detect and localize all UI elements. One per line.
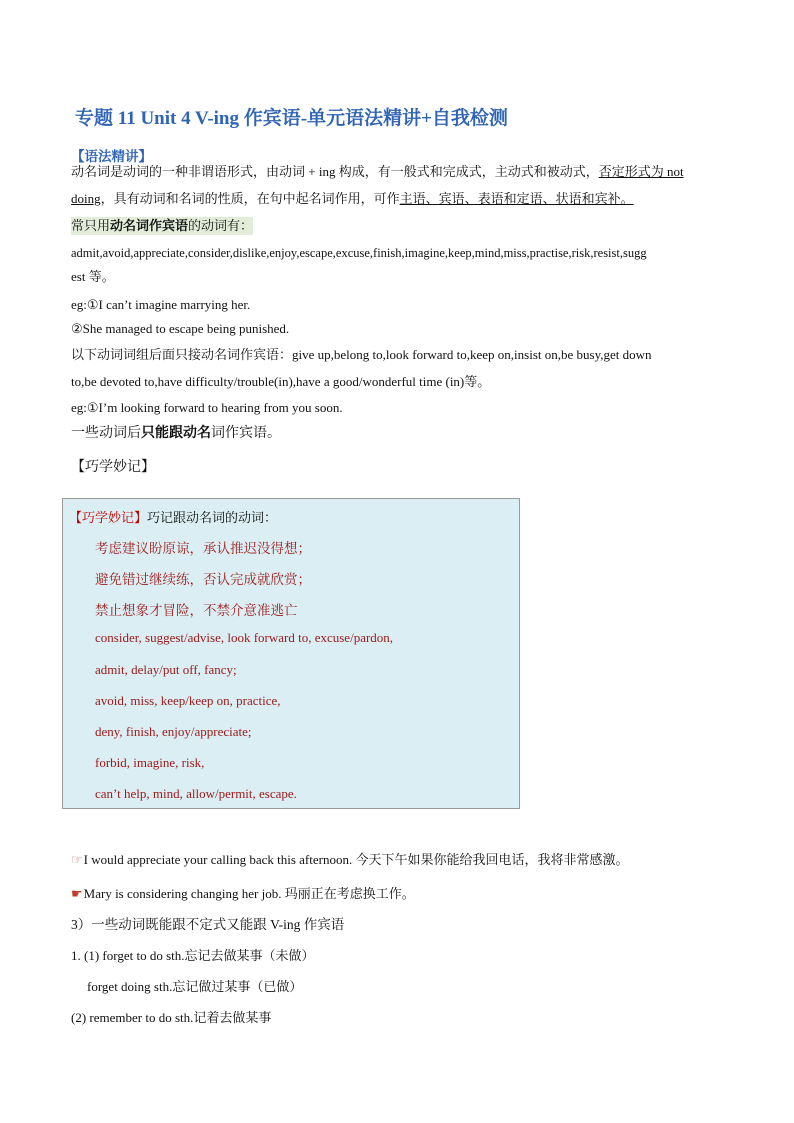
box-verbs-5: forbid, imagine, risk, — [95, 755, 205, 770]
point-3: 3）一些动词既能跟不定式又能跟 V-ing 作宾语 — [71, 917, 345, 932]
box-verbs-6: can’t help, mind, allow/permit, escape. — [95, 786, 297, 801]
box-rhyme-1: 考虑建议盼原谅，承认推迟没得想； — [95, 541, 311, 556]
highlight-bold: 动名词作宾语 — [110, 218, 189, 233]
pointing-hand-icon: ☛ — [71, 886, 83, 901]
only-gerund-line — [71, 425, 281, 443]
memory-tip-box — [62, 498, 520, 809]
example-appreciate — [71, 851, 628, 869]
item-1b: forget doing sth.忘记做过某事（已做） — [87, 979, 303, 994]
highlight-pre: 常只用 — [71, 218, 111, 233]
example-3 — [71, 399, 343, 417]
section-tip-heading: 【巧学妙记】 — [71, 460, 155, 475]
box-rhyme-2: 避免错过继续练，否认完成就欣赏； — [95, 572, 311, 587]
verbs-line-2: est 等。 — [71, 269, 115, 284]
only-bold: 只能跟动名 — [141, 426, 211, 441]
box-verbs-3: avoid, miss, keep/keep on, practice, — [95, 693, 281, 708]
eg-number: ① — [86, 297, 99, 312]
phrases-line-1: 以下动词词组后面只接动名词作宾语：give up,belong to,look forward to,keep on,insist on,be busy,get down — [71, 347, 652, 362]
box-heading-text: 巧记跟动名词的动词： — [147, 510, 278, 525]
intro-line-1 — [71, 163, 684, 181]
example-text: I would appreciate your calling back this afternoon. 今天下午如果你能给我回电话，我将非常感激。 — [83, 852, 629, 867]
box-verbs-2: admit, delay/put off, fancy; — [95, 662, 237, 677]
pointing-hand-icon: ☞ — [71, 852, 83, 867]
only-pre: 一些动词后 — [71, 426, 141, 441]
highlight-post: 的动词有： — [188, 218, 254, 233]
eg-prefix: eg: — [71, 400, 87, 415]
intro-text-2: ，具有动词和名词的性质，在句中起名词作用，可作 — [100, 191, 400, 206]
intro-line-2 — [71, 190, 634, 208]
eg-text: I’m looking forward to hearing from you soon. — [98, 400, 343, 415]
phrases-line-2: to,be devoted to,have difficulty/trouble(in),have a good/wonderful time (in)等。 — [71, 374, 491, 389]
intro-doing: doing — [71, 191, 101, 206]
box-heading — [69, 507, 277, 526]
page-title: 专题 11 Unit 4 V-ing 作宾语-单元语法精讲+自我检测 — [75, 108, 508, 129]
box-verbs-1: consider, suggest/advise, look forward to, excuse/pardon, — [95, 630, 394, 645]
eg-number: ① — [86, 400, 99, 415]
eg-prefix: eg: — [71, 297, 87, 312]
item-2: (2) remember to do sth.记着去做某事 — [71, 1010, 272, 1025]
intro-functions: 主语、宾语、表语和定语、状语和宾补。 — [399, 191, 634, 206]
box-rhyme-3: 禁止想象才冒险，不禁介意准逃亡 — [95, 603, 298, 618]
eg-text: She managed to escape being punished. — [82, 321, 290, 336]
example-2 — [71, 320, 289, 338]
example-text: Mary is considering changing her job. 玛丽正在考虑换工作。 — [83, 886, 415, 901]
example-considering — [71, 885, 415, 903]
highlight-line — [71, 217, 253, 235]
box-verbs-4: deny, finish, enjoy/appreciate; — [95, 724, 252, 739]
intro-negative-form: 否定形式为 not — [598, 164, 684, 179]
item-1a: 1. (1) forget to do sth.忘记去做某事（未做） — [71, 948, 315, 963]
eg-number: ② — [71, 321, 83, 336]
box-tag: 【巧学妙记】 — [69, 510, 148, 525]
section-grammar-heading: 【语法精讲】 — [71, 149, 152, 164]
verbs-line-1: admit,avoid,appreciate,consider,dislike,enjoy,escape,excuse,finish,imagine,keep,mind,miss,practise,risk,resist,sugg — [71, 246, 647, 260]
intro-text: 动名词是动词的一种非谓语形式，由动词 + ing 构成，有一般式和完成式，主动式和被动式， — [71, 164, 599, 179]
eg-text: I can’t imagine marrying her. — [98, 297, 251, 312]
only-post: 词作宾语。 — [211, 426, 281, 441]
example-1 — [71, 296, 250, 314]
